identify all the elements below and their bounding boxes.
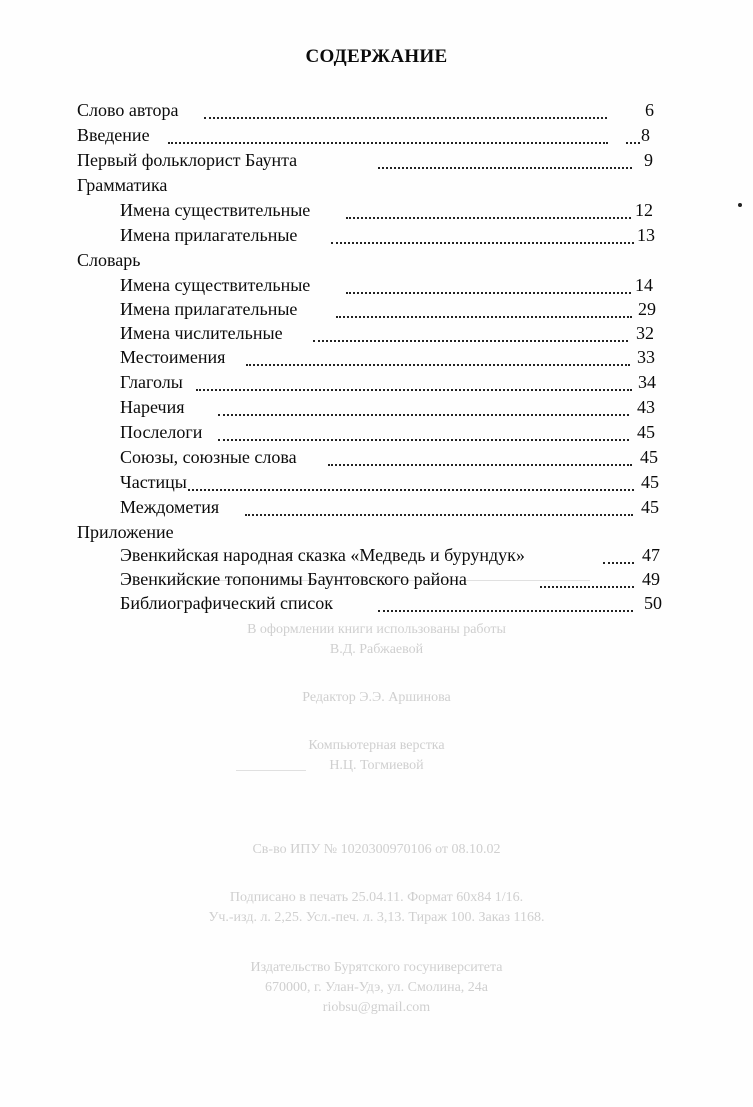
- toc-leader-dots: [378, 608, 633, 612]
- bleed-through-line: В.Д. Рабжаевой: [329, 642, 424, 657]
- bleed-through-line: Св-во ИПУ № 1020300970106 от 08.10.02: [252, 842, 501, 857]
- bleed-through-line: Редактор Э.Э. Аршинова: [302, 690, 451, 705]
- toc-leader-dots: [346, 215, 631, 219]
- toc-entry-page: 45: [640, 447, 658, 467]
- toc-entry-label: Имена числительные: [120, 323, 283, 343]
- toc-leader-dots: [218, 412, 629, 416]
- speck-mark: [738, 203, 742, 207]
- bleed-through-line: Н.Ц. Тогмиевой: [329, 758, 424, 773]
- toc-entry-label: Имена существительные: [120, 275, 311, 295]
- toc-section-heading: Словарь: [77, 250, 141, 270]
- page-title: СОДЕРЖАНИЕ: [305, 46, 448, 67]
- toc-section-heading: Грамматика: [77, 175, 168, 195]
- toc-leader-dots: [378, 165, 632, 169]
- toc-entry-page: 33: [637, 347, 655, 367]
- toc-entry-label: Эвенкийские топонимы Баунтовского района: [120, 569, 467, 589]
- bleed-through-line: riobsu@gmail.com: [322, 1000, 431, 1015]
- toc-entry-page: 8: [641, 125, 650, 145]
- toc-leader-dots: [313, 338, 628, 342]
- toc-entry-label: Эвенкийская народная сказка «Медведь и бурундук»: [120, 545, 525, 565]
- toc-entry-page: 45: [641, 497, 659, 517]
- toc-entry-label: Союзы, союзные слова: [120, 447, 297, 467]
- toc-leader-dots: [346, 290, 631, 294]
- toc-entry-page: 47: [642, 545, 660, 565]
- bleed-through-line: 670000, г. Улан-Удэ, ул. Смолина, 24а: [264, 980, 489, 995]
- toc-entry-page: 9: [644, 150, 653, 170]
- toc-entry-label: Послелоги: [120, 422, 203, 442]
- toc-entry-label: Междометия: [120, 497, 220, 517]
- toc-entry-label: Имена существительные: [120, 200, 311, 220]
- toc-leader-dots: [626, 140, 640, 144]
- toc-entry-page: 29: [638, 299, 656, 319]
- toc-entry-label: Имена прилагательные: [120, 225, 298, 245]
- toc-entry-label: Местоимения: [120, 347, 226, 367]
- toc-entry-page: 49: [642, 569, 660, 589]
- bleed-through-line: В оформлении книги использованы работы: [247, 622, 506, 637]
- toc-entry-label: Введение: [77, 125, 150, 145]
- bleed-through-line: Издательство Бурятского госуниверситета: [250, 960, 503, 975]
- toc-leader-dots: [246, 362, 630, 366]
- toc-leader-dots: [196, 387, 632, 391]
- toc-leader-dots: [336, 314, 632, 318]
- toc-leader-dots: [218, 437, 629, 441]
- toc-section-heading: Приложение: [77, 522, 174, 542]
- toc-leader-dots: [540, 584, 634, 588]
- toc-entry-page: 50: [644, 593, 662, 613]
- toc-leader-dots: [168, 140, 608, 144]
- bleed-through-line: Подписано в печать 25.04.11. Формат 60х84 1/16.: [229, 890, 524, 905]
- bleed-through-line: Уч.-изд. л. 2,25. Усл.-печ. л. 3,13. Тираж 100. Заказ 1168.: [208, 910, 545, 925]
- toc-entry-page: 12: [635, 200, 653, 220]
- toc-leader-dots: [603, 560, 634, 564]
- toc-entry-page: 32: [636, 323, 654, 343]
- toc-entry-page: 43: [637, 397, 655, 417]
- toc-entry-page: 13: [637, 225, 655, 245]
- toc-entry-label: Имена прилагательные: [120, 299, 298, 319]
- toc-leader-dots: [204, 115, 607, 119]
- toc-entry-page: 34: [638, 372, 656, 392]
- bleed-through-line: Компьютерная верстка: [308, 738, 445, 753]
- toc-entry-page: 45: [641, 472, 659, 492]
- toc-entry-page: 14: [635, 275, 653, 295]
- toc-entry-label: Первый фольклорист Баунта: [77, 150, 298, 170]
- toc-leader-dots: [331, 240, 634, 244]
- toc-leader-dots: [245, 512, 633, 516]
- bleed-through-rule: [236, 770, 306, 771]
- toc-entry-label: Наречия: [120, 397, 185, 417]
- toc-entry-label: Частицы: [120, 472, 187, 492]
- toc-entry-label: Глаголы: [120, 372, 183, 392]
- toc-entry-label: Библиографический список: [120, 593, 333, 613]
- toc-leader-dots: [188, 487, 634, 491]
- toc-entry-page: 45: [637, 422, 655, 442]
- toc-leader-dots: [328, 462, 632, 466]
- toc-entry-page: 6: [645, 100, 654, 120]
- toc-entry-label: Слово автора: [77, 100, 179, 120]
